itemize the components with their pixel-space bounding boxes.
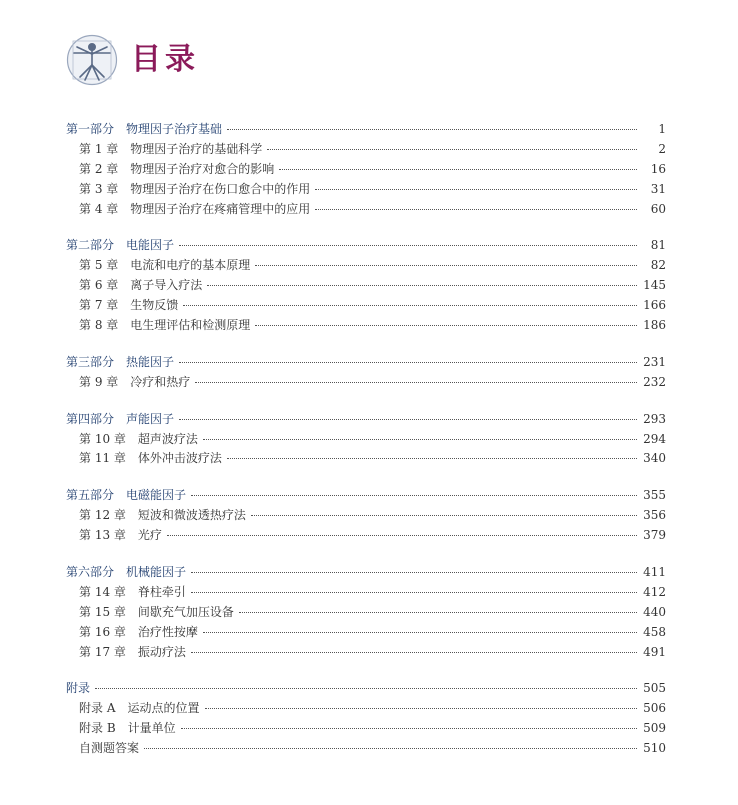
dot-leader (227, 458, 637, 459)
chapter-number: 第 15 章 (79, 604, 126, 619)
toc-chapter-entry[interactable] (66, 200, 666, 220)
chapter-number: 第 11 章 (79, 451, 126, 466)
page-number: 2 (658, 141, 666, 156)
dot-leader (179, 419, 637, 420)
dot-leader (144, 748, 637, 749)
chapter-title: 超声波疗法 (137, 431, 198, 446)
chapter-number: 第 10 章 (79, 431, 126, 446)
chapter-number: 第 9 章 (79, 374, 119, 389)
dot-leader (167, 535, 637, 536)
toc-chapter-entry[interactable] (66, 719, 666, 739)
toc-part-section (66, 486, 666, 546)
page-number: 60 (650, 201, 666, 216)
dot-leader (255, 265, 637, 266)
part-title: 机械能因子 (126, 565, 187, 580)
toc-part-entry[interactable] (66, 679, 666, 699)
dot-leader (239, 612, 637, 613)
chapter-number: 第 16 章 (79, 624, 126, 639)
toc-chapter-entry[interactable] (66, 526, 666, 546)
part-number: 第四部分 (66, 411, 115, 426)
chapter-number: 第 2 章 (79, 161, 119, 176)
dot-leader (95, 688, 637, 689)
toc-chapter-entry[interactable] (66, 506, 666, 526)
toc-chapter-entry[interactable] (66, 603, 666, 623)
chapter-number: 附录 B (79, 721, 116, 736)
toc-chapter-entry[interactable] (66, 256, 666, 276)
chapter-title: 间歇充气加压设备 (137, 604, 234, 619)
page-number: 1 (658, 122, 666, 136)
toc-chapter-entry[interactable] (66, 449, 666, 469)
dot-leader (279, 169, 637, 170)
toc-part-section (66, 563, 666, 662)
dot-leader (205, 708, 638, 709)
dot-leader (181, 728, 637, 729)
chapter-title: 计量单位 (127, 721, 176, 736)
page-number: 510 (643, 741, 666, 756)
chapter-title: 自测题答案 (79, 741, 140, 756)
dot-leader (183, 305, 637, 306)
chapter-title: 物理因子治疗在疼痛管理中的应用 (130, 201, 311, 216)
part-number: 第五部分 (66, 488, 115, 503)
page-title: 目录 (131, 42, 199, 77)
toc-part-section (66, 410, 666, 470)
chapter-title: 振动疗法 (137, 644, 186, 659)
chapter-title: 电生理评估和检测原理 (130, 318, 251, 333)
vitruvian-man-icon (66, 34, 118, 86)
toc-chapter-entry[interactable] (66, 623, 666, 643)
toc-part-entry[interactable] (66, 563, 666, 583)
part-number: 第六部分 (66, 565, 115, 580)
toc-part-entry[interactable] (66, 410, 666, 430)
page-number: 440 (643, 604, 666, 619)
chapter-number: 第 3 章 (79, 181, 119, 196)
toc-chapter-entry[interactable] (66, 316, 666, 336)
part-title: 物理因子治疗基础 (126, 122, 223, 136)
toc-chapter-entry[interactable] (66, 160, 666, 180)
page-number: 231 (643, 354, 666, 369)
dot-leader (227, 129, 637, 130)
chapter-title: 物理因子治疗在伤口愈合中的作用 (130, 181, 311, 196)
page-number: 505 (643, 681, 666, 696)
chapter-number: 第 7 章 (79, 298, 119, 313)
part-number: 第二部分 (66, 238, 115, 253)
chapter-number: 第 6 章 (79, 278, 119, 293)
page-number: 31 (650, 181, 666, 196)
page-number: 82 (650, 258, 666, 273)
dot-leader (267, 149, 637, 150)
chapter-title: 冷疗和热疗 (130, 374, 191, 389)
dot-leader (203, 632, 637, 633)
dot-leader (195, 382, 637, 383)
dot-leader (251, 515, 637, 516)
chapter-number: 第 4 章 (79, 201, 119, 216)
toc-chapter-entry[interactable] (66, 643, 666, 663)
toc-chapter-entry[interactable] (66, 430, 666, 450)
toc-chapter-entry[interactable] (66, 140, 666, 160)
page-number: 186 (643, 318, 666, 333)
part-title: 声能因子 (126, 411, 175, 426)
page-number: 16 (650, 161, 666, 176)
toc-part-entry[interactable] (66, 236, 666, 256)
chapter-number: 第 12 章 (79, 508, 126, 523)
page-number: 506 (643, 701, 666, 716)
dot-leader (191, 592, 637, 593)
page-number: 145 (643, 278, 666, 293)
chapter-title: 脊柱牵引 (137, 584, 186, 599)
page-number: 412 (643, 584, 666, 599)
dot-leader (203, 439, 637, 440)
chapter-title: 电流和电疗的基本原理 (130, 258, 251, 273)
chapter-number: 第 1 章 (79, 141, 119, 156)
chapter-number: 第 14 章 (79, 584, 126, 599)
dot-leader (191, 572, 637, 573)
table-of-contents (66, 120, 666, 776)
toc-chapter-entry[interactable] (66, 739, 666, 759)
page-number: 509 (643, 721, 666, 736)
toc-chapter-entry[interactable] (66, 276, 666, 296)
chapter-number: 第 5 章 (79, 258, 119, 273)
dot-leader (191, 495, 637, 496)
page-number: 293 (643, 411, 666, 426)
toc-part-section (66, 679, 666, 759)
chapter-title: 生物反馈 (130, 298, 179, 313)
page-number: 81 (650, 238, 666, 253)
page-number: 340 (643, 451, 666, 466)
chapter-number: 第 13 章 (79, 528, 126, 543)
chapter-title: 运动点的位置 (127, 701, 200, 716)
toc-part-entry[interactable] (66, 486, 666, 506)
toc-chapter-entry[interactable] (66, 583, 666, 603)
toc-part-section (66, 236, 666, 335)
page-number: 411 (643, 565, 666, 580)
part-title: 附录 (66, 681, 91, 696)
page-number: 232 (643, 374, 666, 389)
part-number: 第三部分 (66, 354, 115, 369)
part-title: 电能因子 (126, 238, 175, 253)
toc-chapter-entry[interactable] (66, 699, 666, 719)
page-number: 166 (643, 298, 666, 313)
toc-part-entry[interactable] (66, 353, 666, 373)
toc-part-entry[interactable] (66, 120, 666, 140)
dot-leader (255, 325, 637, 326)
page-number: 458 (643, 624, 666, 639)
toc-chapter-entry[interactable] (66, 373, 666, 393)
toc-part-section (66, 120, 666, 219)
page-number: 355 (643, 488, 666, 503)
chapter-number: 第 17 章 (79, 644, 126, 659)
dot-leader (207, 285, 637, 286)
chapter-title: 光疗 (137, 528, 162, 543)
chapter-title: 体外冲击波疗法 (137, 451, 222, 466)
chapter-number: 附录 A (79, 701, 116, 716)
toc-chapter-entry[interactable] (66, 180, 666, 200)
page-number: 356 (643, 508, 666, 523)
chapter-number: 第 8 章 (79, 318, 119, 333)
dot-leader (179, 362, 637, 363)
part-number: 第一部分 (66, 122, 115, 136)
dot-leader (191, 652, 637, 653)
chapter-title: 短波和微波透热疗法 (137, 508, 246, 523)
toc-chapter-entry[interactable] (66, 296, 666, 316)
page-number: 294 (643, 431, 666, 446)
part-title: 电磁能因子 (126, 488, 187, 503)
part-title: 热能因子 (126, 354, 175, 369)
chapter-title: 治疗性按摩 (137, 624, 198, 639)
chapter-title: 离子导入疗法 (130, 278, 203, 293)
chapter-title: 物理因子治疗对愈合的影响 (130, 161, 275, 176)
dot-leader (179, 245, 637, 246)
toc-part-section (66, 353, 666, 393)
dot-leader (315, 209, 637, 210)
chapter-title: 物理因子治疗的基础科学 (130, 141, 263, 156)
page-number: 491 (643, 644, 666, 659)
dot-leader (315, 189, 637, 190)
page-number: 379 (643, 528, 666, 543)
